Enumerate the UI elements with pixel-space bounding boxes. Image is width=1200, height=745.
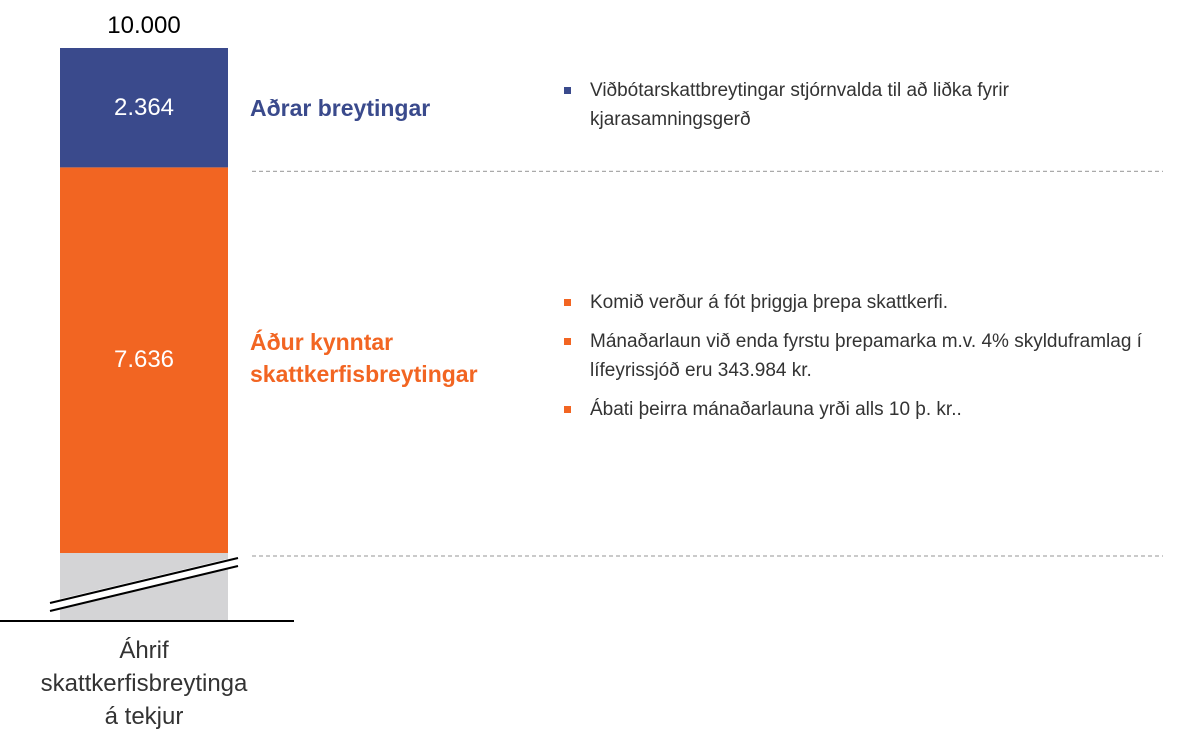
bullet-list-announced-changes <box>562 288 1142 434</box>
segment-value-label-announced-changes: 7.636 <box>113 346 175 374</box>
total-value-label: 10.000 <box>107 12 181 39</box>
bullet-text: Mánaðarlaun við enda fyrstu þrepamarka m.v. 4% skylduframlag í lífeyrissjóð eru 343.984 kr. <box>590 331 1142 381</box>
x-axis-category-label: Áhrif skattkerfisbreytinga á tekjur <box>40 637 248 730</box>
bullet-item <box>562 288 1142 317</box>
bullet-square-icon <box>564 87 571 94</box>
bullet-square-icon <box>564 406 571 413</box>
bullet-item <box>562 327 1142 385</box>
bullet-square-icon <box>564 338 571 345</box>
bullet-text: Ábati þeirra mánaðarlauna yrði alls 10 þ. kr.. <box>590 399 962 420</box>
bullet-item <box>562 395 1142 424</box>
bullet-text: Viðbótarskattbreytingar stjórnvalda til að liðka fyrir kjarasamningsgerð <box>590 80 1009 130</box>
annotation-title-other-changes: Aðrar breytingar <box>250 94 431 121</box>
annotation-title-announced-changes-text: Áður kynntar skattkerfisbreytingar <box>250 329 478 388</box>
bullet-square-icon <box>564 299 571 306</box>
bullet-item <box>562 76 1142 134</box>
segment-value-label-other-changes: 2.364 <box>113 93 175 121</box>
bullet-list-other-changes <box>562 76 1142 144</box>
bullet-text: Komið verður á fót þriggja þrepa skattkerfi. <box>590 292 949 313</box>
annotation-title-announced-changes <box>250 326 520 390</box>
